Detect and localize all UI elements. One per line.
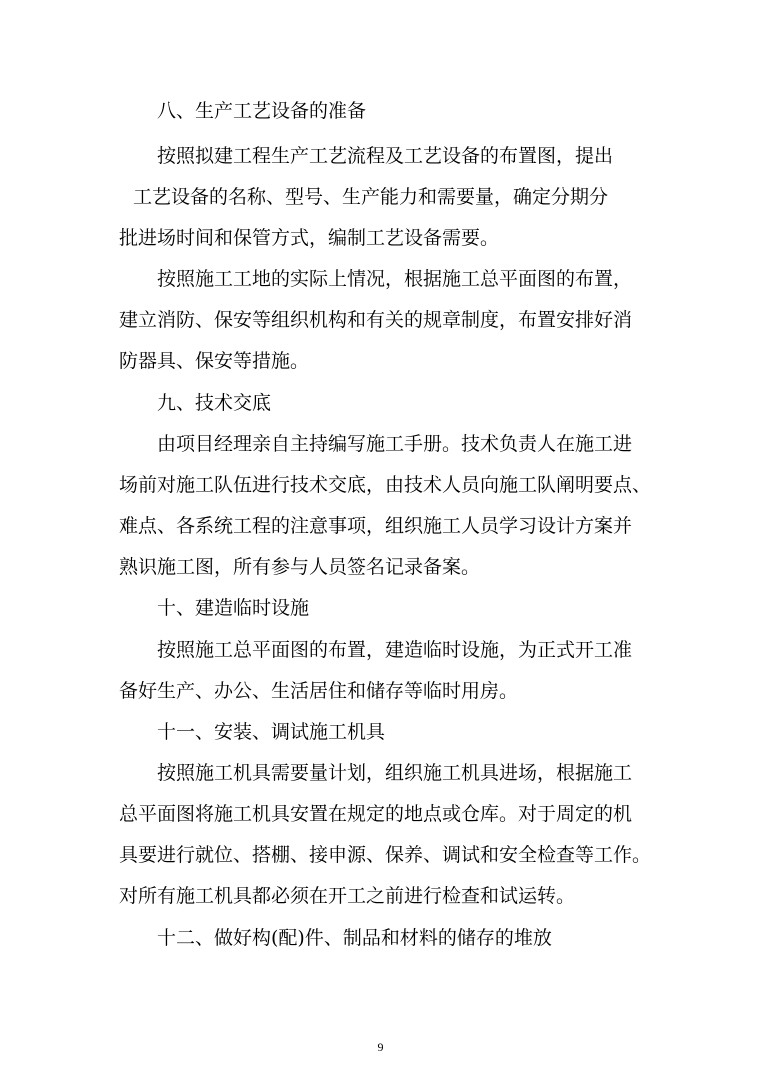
paragraph-line: 熟识施工图，所有参与人员签名记录备案。 bbox=[119, 556, 481, 578]
page-number: 9 bbox=[377, 1040, 384, 1054]
paragraph-line: 总平面图将施工机具安置在规定的地点或仓库。对于周定的机 bbox=[119, 803, 633, 825]
paragraph-line: 难点、各系统工程的注意事项，组织施工人员学习设计方案并 bbox=[119, 515, 633, 537]
paragraph-line: 对所有施工机具都必须在开工之前进行检查和试运转。 bbox=[119, 885, 576, 907]
heading-section-8: 八、生产工艺设备的准备 bbox=[157, 100, 367, 122]
paragraph-line: 由项目经理亲自主持编写施工手册。技术负责人在施工进 bbox=[157, 433, 633, 455]
paragraph-line: 按照拟建工程生产工艺流程及工艺设备的布置图，提出 bbox=[157, 145, 614, 167]
paragraph-line: 建立消防、保安等组织机构和有关的规章制度，布置安排好消 bbox=[119, 309, 633, 331]
paragraph-line: 场前对施工队伍进行技术交底，由技术人员向施工队阐明要点、 bbox=[119, 474, 652, 496]
paragraph-line: 工艺设备的名称、型号、生产能力和需要量，确定分期分 bbox=[133, 186, 609, 208]
heading-section-9: 九、技术交底 bbox=[157, 392, 272, 414]
paragraph-line: 批进场时间和保管方式，编制工艺设备需要。 bbox=[119, 227, 500, 249]
paragraph-line: 防器具、保安等措施。 bbox=[119, 350, 310, 372]
paragraph-line: 具要进行就位、搭棚、接申源、保养、调试和安全检查等工作。 bbox=[119, 844, 652, 866]
heading-section-12: 十二、做好构(配)件、制品和材料的储存的堆放 bbox=[157, 927, 552, 949]
paragraph-line: 按照施工机具需要量计划，组织施工机具进场，根据施工 bbox=[157, 762, 633, 784]
paragraph-line: 按照施工工地的实际上情况，根据施工总平面图的布置， bbox=[157, 268, 633, 290]
heading-section-11: 十一、安装、调试施工机具 bbox=[157, 721, 386, 743]
paragraph-line: 按照施工总平面图的布置，建造临时设施，为正式开工准 bbox=[157, 639, 633, 661]
heading-section-10: 十、建造临时设施 bbox=[157, 597, 310, 619]
paragraph-line: 备好生产、办公、生活居住和储存等临时用房。 bbox=[119, 680, 519, 702]
